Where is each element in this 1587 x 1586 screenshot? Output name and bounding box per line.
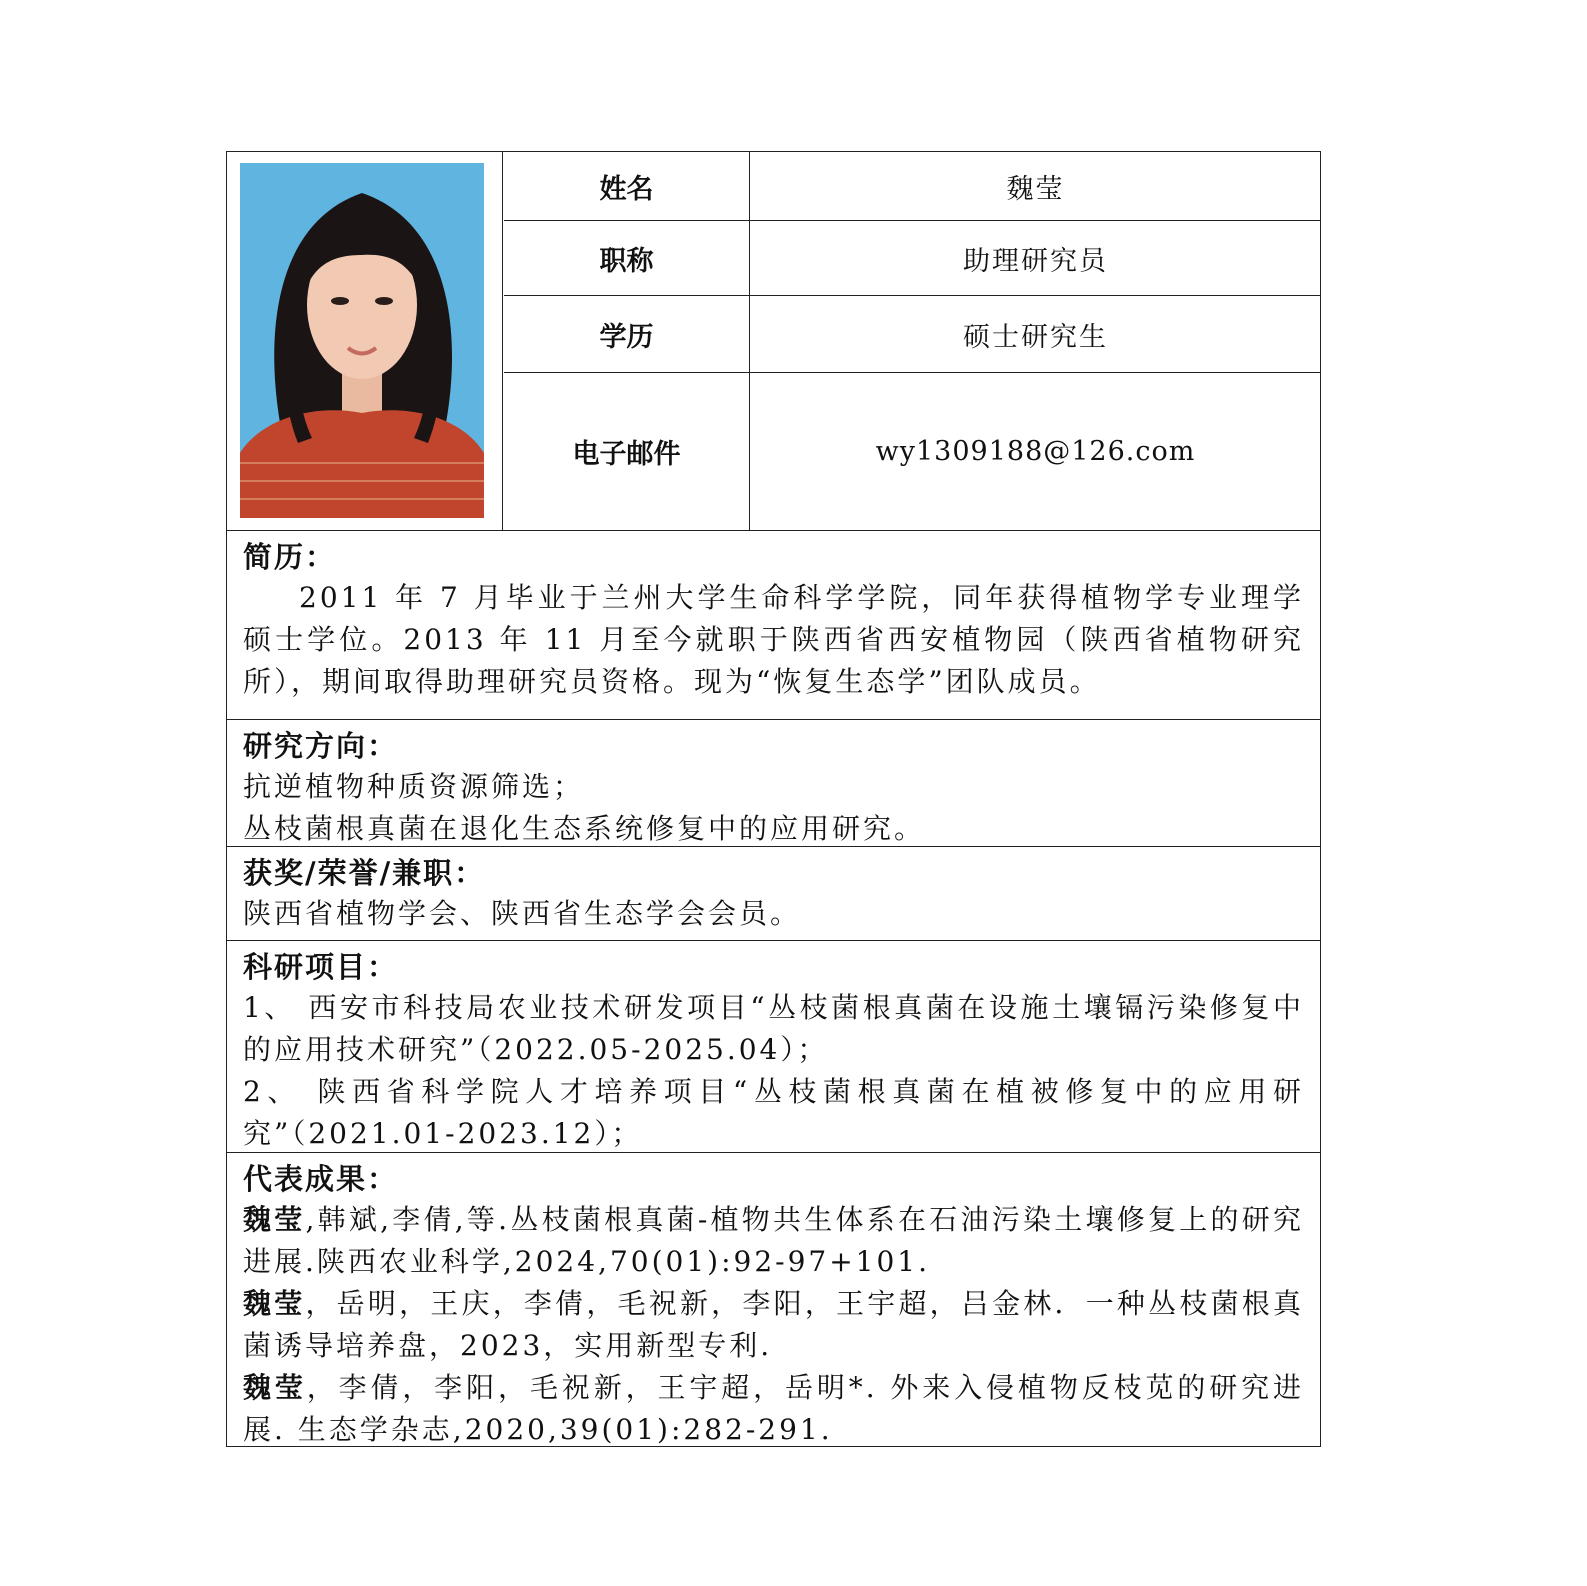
- profile-sheet: [226, 151, 1321, 1447]
- education-value: 硕士研究生: [963, 322, 1108, 353]
- awards-section: [227, 847, 1320, 941]
- achievement-citation: ，李倩，李阳，毛祝新，王宇超，岳明*. 外来入侵植物反枝苋的研究进展. 生态学杂志,2020,39(01):282-291.: [243, 1371, 1304, 1446]
- achievement-item: [243, 1367, 1304, 1451]
- awards-heading: 获奖/荣誉/兼职：: [243, 856, 486, 890]
- name-value: 魏莹: [1006, 173, 1065, 205]
- email-value[interactable]: wy1309188@126.com: [875, 436, 1196, 467]
- title-value: 助理研究员: [963, 246, 1108, 277]
- achievements-section: [227, 1153, 1320, 1446]
- resume-section: [227, 531, 1320, 720]
- achievement-author: 魏莹: [243, 1203, 306, 1236]
- title-label: 职称: [599, 246, 654, 277]
- project-item: 2、 陕西省科学院人才培养项目“丛枝菌根真菌在植被修复中的应用研究”（2021.01-2023.12）；: [243, 1075, 1304, 1150]
- profile-header: [227, 152, 1320, 531]
- research-item: 丛枝菌根真菌在退化生态系统修复中的应用研究。: [243, 812, 926, 845]
- project-item: 1、 西安市科技局农业技术研发项目“丛枝菌根真菌在设施土壤镉污染修复中的应用技术研究”（2022.05-2025.04）；: [243, 991, 1304, 1066]
- resume-heading: 简历：: [243, 540, 337, 574]
- name-label: 姓名: [599, 173, 654, 205]
- achievement-citation: ,韩斌,李倩,等.丛枝菌根真菌-植物共生体系在石油污染土壤修复上的研究进展.陕西农业科学,2024,70(01):92-97+101.: [243, 1203, 1304, 1278]
- achievement-item: [243, 1283, 1304, 1367]
- profile-photo: [240, 163, 484, 518]
- awards-text: 陕西省植物学会、陕西省生态学会会员。: [243, 897, 802, 930]
- achievements-heading: 代表成果：: [243, 1162, 399, 1196]
- projects-heading: 科研项目：: [243, 950, 399, 984]
- research-heading: 研究方向：: [243, 729, 399, 763]
- education-label: 学历: [599, 322, 654, 353]
- achievement-citation: ，岳明，王庆，李倩，毛祝新，李阳，王宇超，吕金林．一种丛枝菌根真菌诱导培养盘，2023，实用新型专利.: [243, 1287, 1304, 1362]
- achievement-item: [243, 1199, 1304, 1283]
- achievement-author: 魏莹: [243, 1371, 307, 1404]
- achievement-author: 魏莹: [243, 1287, 306, 1320]
- research-item: 抗逆植物种质资源筛选；: [243, 770, 585, 803]
- email-label: 电子邮件: [572, 439, 681, 470]
- projects-section: [227, 941, 1320, 1153]
- research-section: [227, 720, 1320, 847]
- resume-text: 2011 年 7 月毕业于兰州大学生命科学学院，同年获得植物学专业理学硕士学位。2013 年 11 月至今就职于陕西省西安植物园（陕西省植物研究所），期间取得助理研究员资格。现为“恢复生态学”团队成员。: [243, 581, 1304, 698]
